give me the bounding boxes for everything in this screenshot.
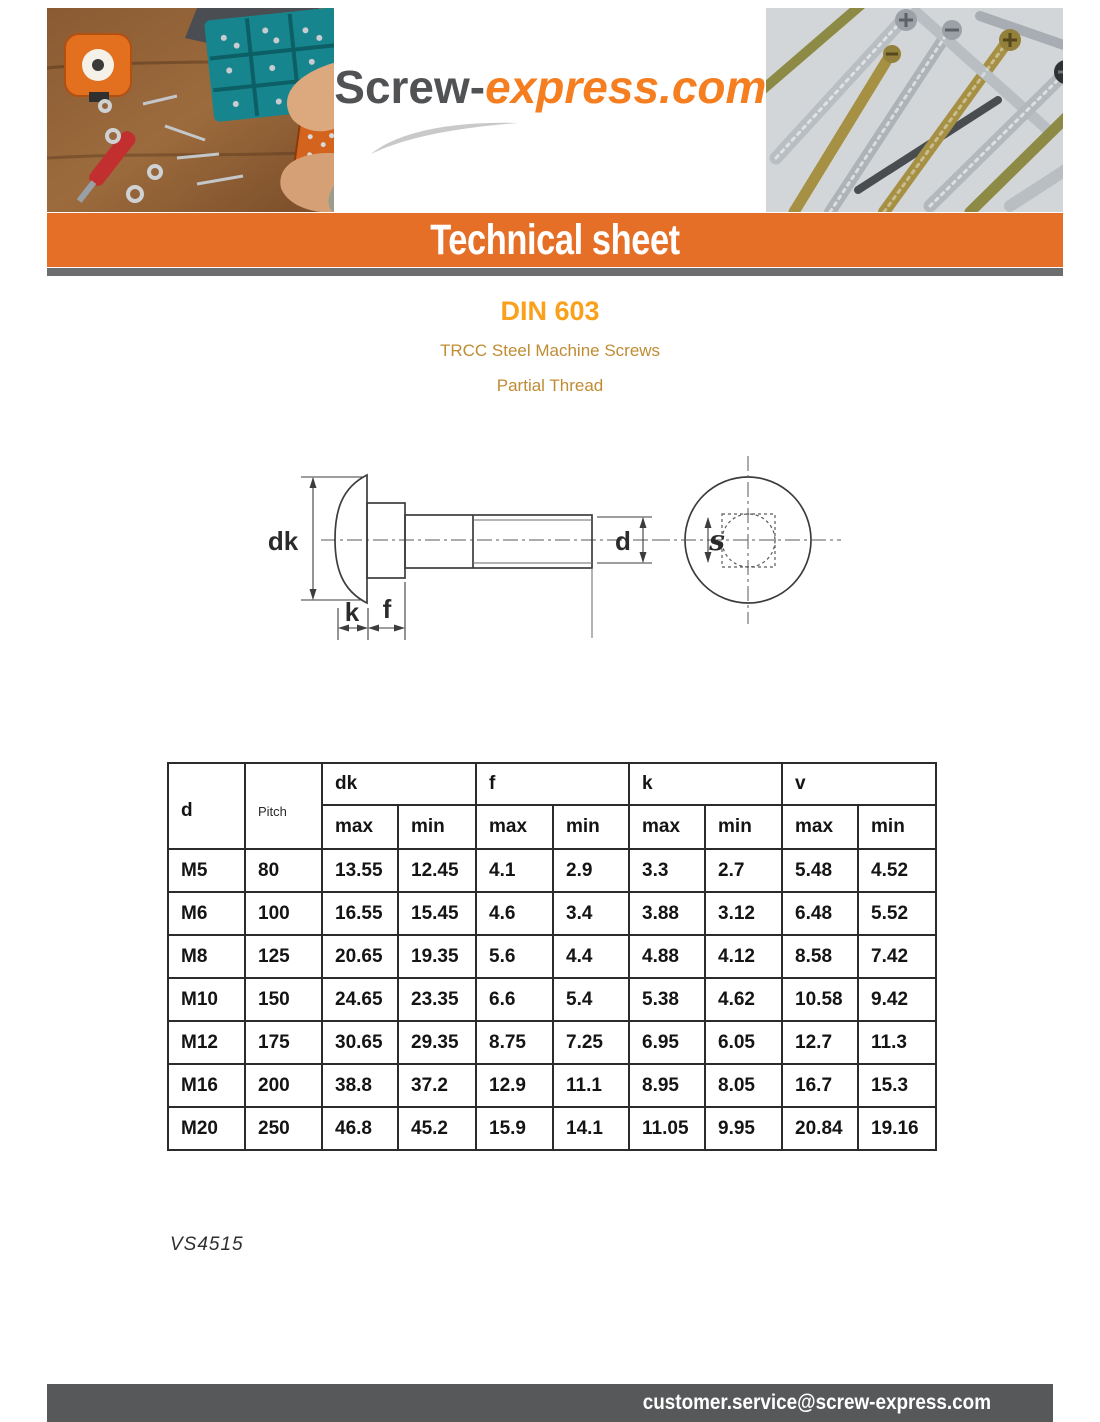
banner-title: Technical sheet	[430, 215, 680, 264]
value-cell: 20.65	[322, 935, 398, 978]
contact-email: customer.service@screw-express.com	[642, 1391, 991, 1414]
banner	[47, 213, 1063, 267]
value-cell: 14.1	[553, 1107, 629, 1150]
title-block	[0, 296, 1100, 396]
col-header-f: f	[476, 763, 629, 805]
size-cell: M8	[168, 935, 245, 978]
table-row	[168, 849, 936, 892]
logo-swoosh-icon	[370, 120, 520, 156]
value-cell: 6.95	[629, 1021, 705, 1064]
value-cell: 15.9	[476, 1107, 553, 1150]
d-label: d	[615, 526, 631, 556]
thread-subtitle: Partial Thread	[496, 376, 604, 395]
k-label: k	[344, 597, 360, 627]
f-label: f	[382, 594, 392, 624]
value-cell: 38.8	[322, 1064, 398, 1107]
reference-code: VS4515	[170, 1234, 244, 1255]
table-row	[168, 1107, 936, 1150]
value-cell: 9.95	[705, 1107, 782, 1150]
s-label: s	[709, 524, 725, 557]
value-cell: 3.3	[629, 849, 705, 892]
dome-head	[335, 475, 367, 603]
pitch-cell: 125	[245, 935, 322, 978]
value-cell: 4.88	[629, 935, 705, 978]
size-cell: M20	[168, 1107, 245, 1150]
pitch-cell: 175	[245, 1021, 322, 1064]
spec-table	[167, 762, 937, 1151]
value-cell: 10.58	[782, 978, 858, 1021]
value-cell: 12.9	[476, 1064, 553, 1107]
value-cell: 8.58	[782, 935, 858, 978]
value-cell: 16.55	[322, 892, 398, 935]
value-cell: 9.42	[858, 978, 936, 1021]
value-cell: 12.45	[398, 849, 476, 892]
spec-table-body	[168, 849, 936, 1150]
size-cell: M16	[168, 1064, 245, 1107]
col-header-dk: dk	[322, 763, 476, 805]
value-cell: 8.05	[705, 1064, 782, 1107]
value-cell: 4.6	[476, 892, 553, 935]
value-cell: 16.7	[782, 1064, 858, 1107]
table-row	[168, 1021, 936, 1064]
value-cell: 6.6	[476, 978, 553, 1021]
value-cell: 45.2	[398, 1107, 476, 1150]
logo-wordmark	[334, 61, 767, 113]
subheader-dk-max: max	[322, 805, 398, 849]
size-cell: M10	[168, 978, 245, 1021]
dk-label: dk	[267, 526, 299, 556]
value-cell: 24.65	[322, 978, 398, 1021]
col-header-pitch: Pitch	[245, 763, 322, 849]
table-row	[168, 935, 936, 978]
value-cell: 7.42	[858, 935, 936, 978]
divider-bar	[47, 268, 1063, 276]
subheader-k-max: max	[629, 805, 705, 849]
value-cell: 4.52	[858, 849, 936, 892]
table-row	[168, 892, 936, 935]
value-cell: 4.12	[705, 935, 782, 978]
logo-part-gray: Screw-	[334, 61, 486, 113]
value-cell: 5.6	[476, 935, 553, 978]
value-cell: 19.35	[398, 935, 476, 978]
footer-bar	[47, 1384, 1053, 1422]
shank	[405, 515, 592, 568]
value-cell: 20.84	[782, 1107, 858, 1150]
value-cell: 6.05	[705, 1021, 782, 1064]
value-cell: 19.16	[858, 1107, 936, 1150]
value-cell: 4.62	[705, 978, 782, 1021]
value-cell: 4.1	[476, 849, 553, 892]
logo	[334, 8, 766, 212]
workbench-photo	[47, 8, 334, 212]
value-cell: 12.7	[782, 1021, 858, 1064]
value-cell: 15.3	[858, 1064, 936, 1107]
tape-measure	[65, 34, 131, 102]
subheader-k-min: min	[705, 805, 782, 849]
pitch-cell: 200	[245, 1064, 322, 1107]
value-cell: 11.3	[858, 1021, 936, 1064]
value-cell: 8.75	[476, 1021, 553, 1064]
value-cell: 8.95	[629, 1064, 705, 1107]
value-cell: 3.4	[553, 892, 629, 935]
value-cell: 11.1	[553, 1064, 629, 1107]
subheader-v-min: min	[858, 805, 936, 849]
size-cell: M6	[168, 892, 245, 935]
standard-title: DIN 603	[500, 296, 600, 326]
value-cell: 6.48	[782, 892, 858, 935]
subheader-f-min: min	[553, 805, 629, 849]
col-header-v: v	[782, 763, 936, 805]
pitch-cell: 80	[245, 849, 322, 892]
product-subtitle: TRCC Steel Machine Screws	[439, 341, 661, 360]
table-row	[168, 1064, 936, 1107]
logo-part-orange: express.com	[485, 61, 767, 113]
col-header-k: k	[629, 763, 782, 805]
subheader-dk-min: min	[398, 805, 476, 849]
pitch-cell: 150	[245, 978, 322, 1021]
screws-photo	[766, 8, 1063, 212]
value-cell: 15.45	[398, 892, 476, 935]
bolt-drawing	[255, 432, 875, 662]
value-cell: 29.35	[398, 1021, 476, 1064]
value-cell: 2.7	[705, 849, 782, 892]
value-cell: 30.65	[322, 1021, 398, 1064]
pitch-cell: 250	[245, 1107, 322, 1150]
value-cell: 4.4	[553, 935, 629, 978]
value-cell: 23.35	[398, 978, 476, 1021]
value-cell: 46.8	[322, 1107, 398, 1150]
subheader-v-max: max	[782, 805, 858, 849]
subheader-f-max: max	[476, 805, 553, 849]
value-cell: 11.05	[629, 1107, 705, 1150]
value-cell: 5.52	[858, 892, 936, 935]
size-cell: M5	[168, 849, 245, 892]
value-cell: 37.2	[398, 1064, 476, 1107]
pitch-cell: 100	[245, 892, 322, 935]
value-cell: 3.12	[705, 892, 782, 935]
value-cell: 5.38	[629, 978, 705, 1021]
value-cell: 3.88	[629, 892, 705, 935]
col-header-d: d	[168, 763, 245, 849]
size-cell: M12	[168, 1021, 245, 1064]
value-cell: 13.55	[322, 849, 398, 892]
value-cell: 2.9	[553, 849, 629, 892]
value-cell: 7.25	[553, 1021, 629, 1064]
table-row	[168, 978, 936, 1021]
value-cell: 5.4	[553, 978, 629, 1021]
value-cell: 5.48	[782, 849, 858, 892]
header	[47, 8, 1063, 212]
